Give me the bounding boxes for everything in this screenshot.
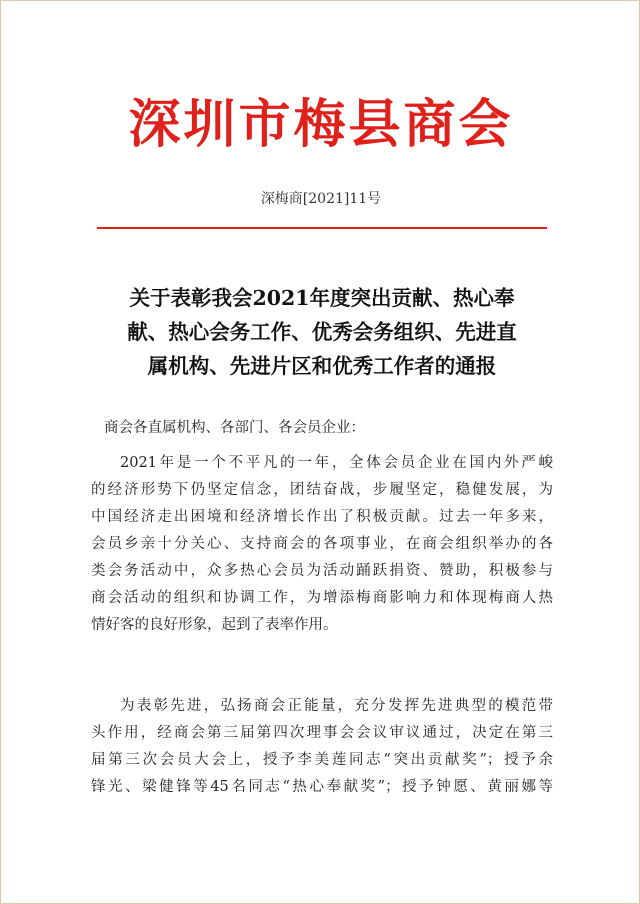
title-line: 关于表彰我会2021年度突出贡献、热心奉 <box>129 286 515 310</box>
text-line: 2021年是一个不平凡的一年，全体会员企业在国内外严峻 <box>120 455 553 471</box>
text-line: 商会活动的组织和协调工作，为增添梅商影响力和体现梅商人热 <box>91 590 553 606</box>
text-line: 锋光、梁健锋等45名同志“热心奉献奖”；授予钟愿、黄丽娜等 <box>91 779 553 795</box>
org-masthead: 深圳市梅县商会 <box>128 94 514 155</box>
text-line: 为表彰先进，弘扬商会正能量，充分发挥先进典型的模范带 <box>120 698 553 714</box>
document-title <box>97 281 547 383</box>
text-line: 情好客的良好形象，起到了表率作用。 <box>91 617 338 633</box>
text-line: 届第三次会员大会上，授予李美莲同志“突出贡献奖”；授予余 <box>91 752 553 768</box>
paragraph-2 <box>91 693 553 801</box>
text-line: 头作用，经商会第三届第四次理事会会议审议通过，决定在第三 <box>91 725 553 741</box>
text-line: 中国经济走出困境和经济增长作出了积极贡献。过去一年多来， <box>91 509 553 525</box>
text-line: 会员乡亲十分关心、支持商会的各项事业，在商会组织举办的各 <box>91 536 553 552</box>
text-line: 类会务活动中，众多热心会员为活动踊跃捐资、赞助，积极参与 <box>91 563 553 579</box>
title-line: 属机构、先进片区和优秀工作者的通报 <box>147 354 497 378</box>
red-divider-line <box>97 227 547 229</box>
title-line: 献、热心会务工作、优秀会务组织、先进直 <box>127 320 517 344</box>
salutation: 商会各直属机构、各部门、各会员企业： <box>104 420 365 436</box>
text-line: 的经济形势下仍坚定信念，团结奋战，步履坚定，稳健发展，为 <box>91 482 553 498</box>
paragraph-1 <box>91 450 553 639</box>
document-number: 深梅商[2021]11号 <box>260 191 382 207</box>
